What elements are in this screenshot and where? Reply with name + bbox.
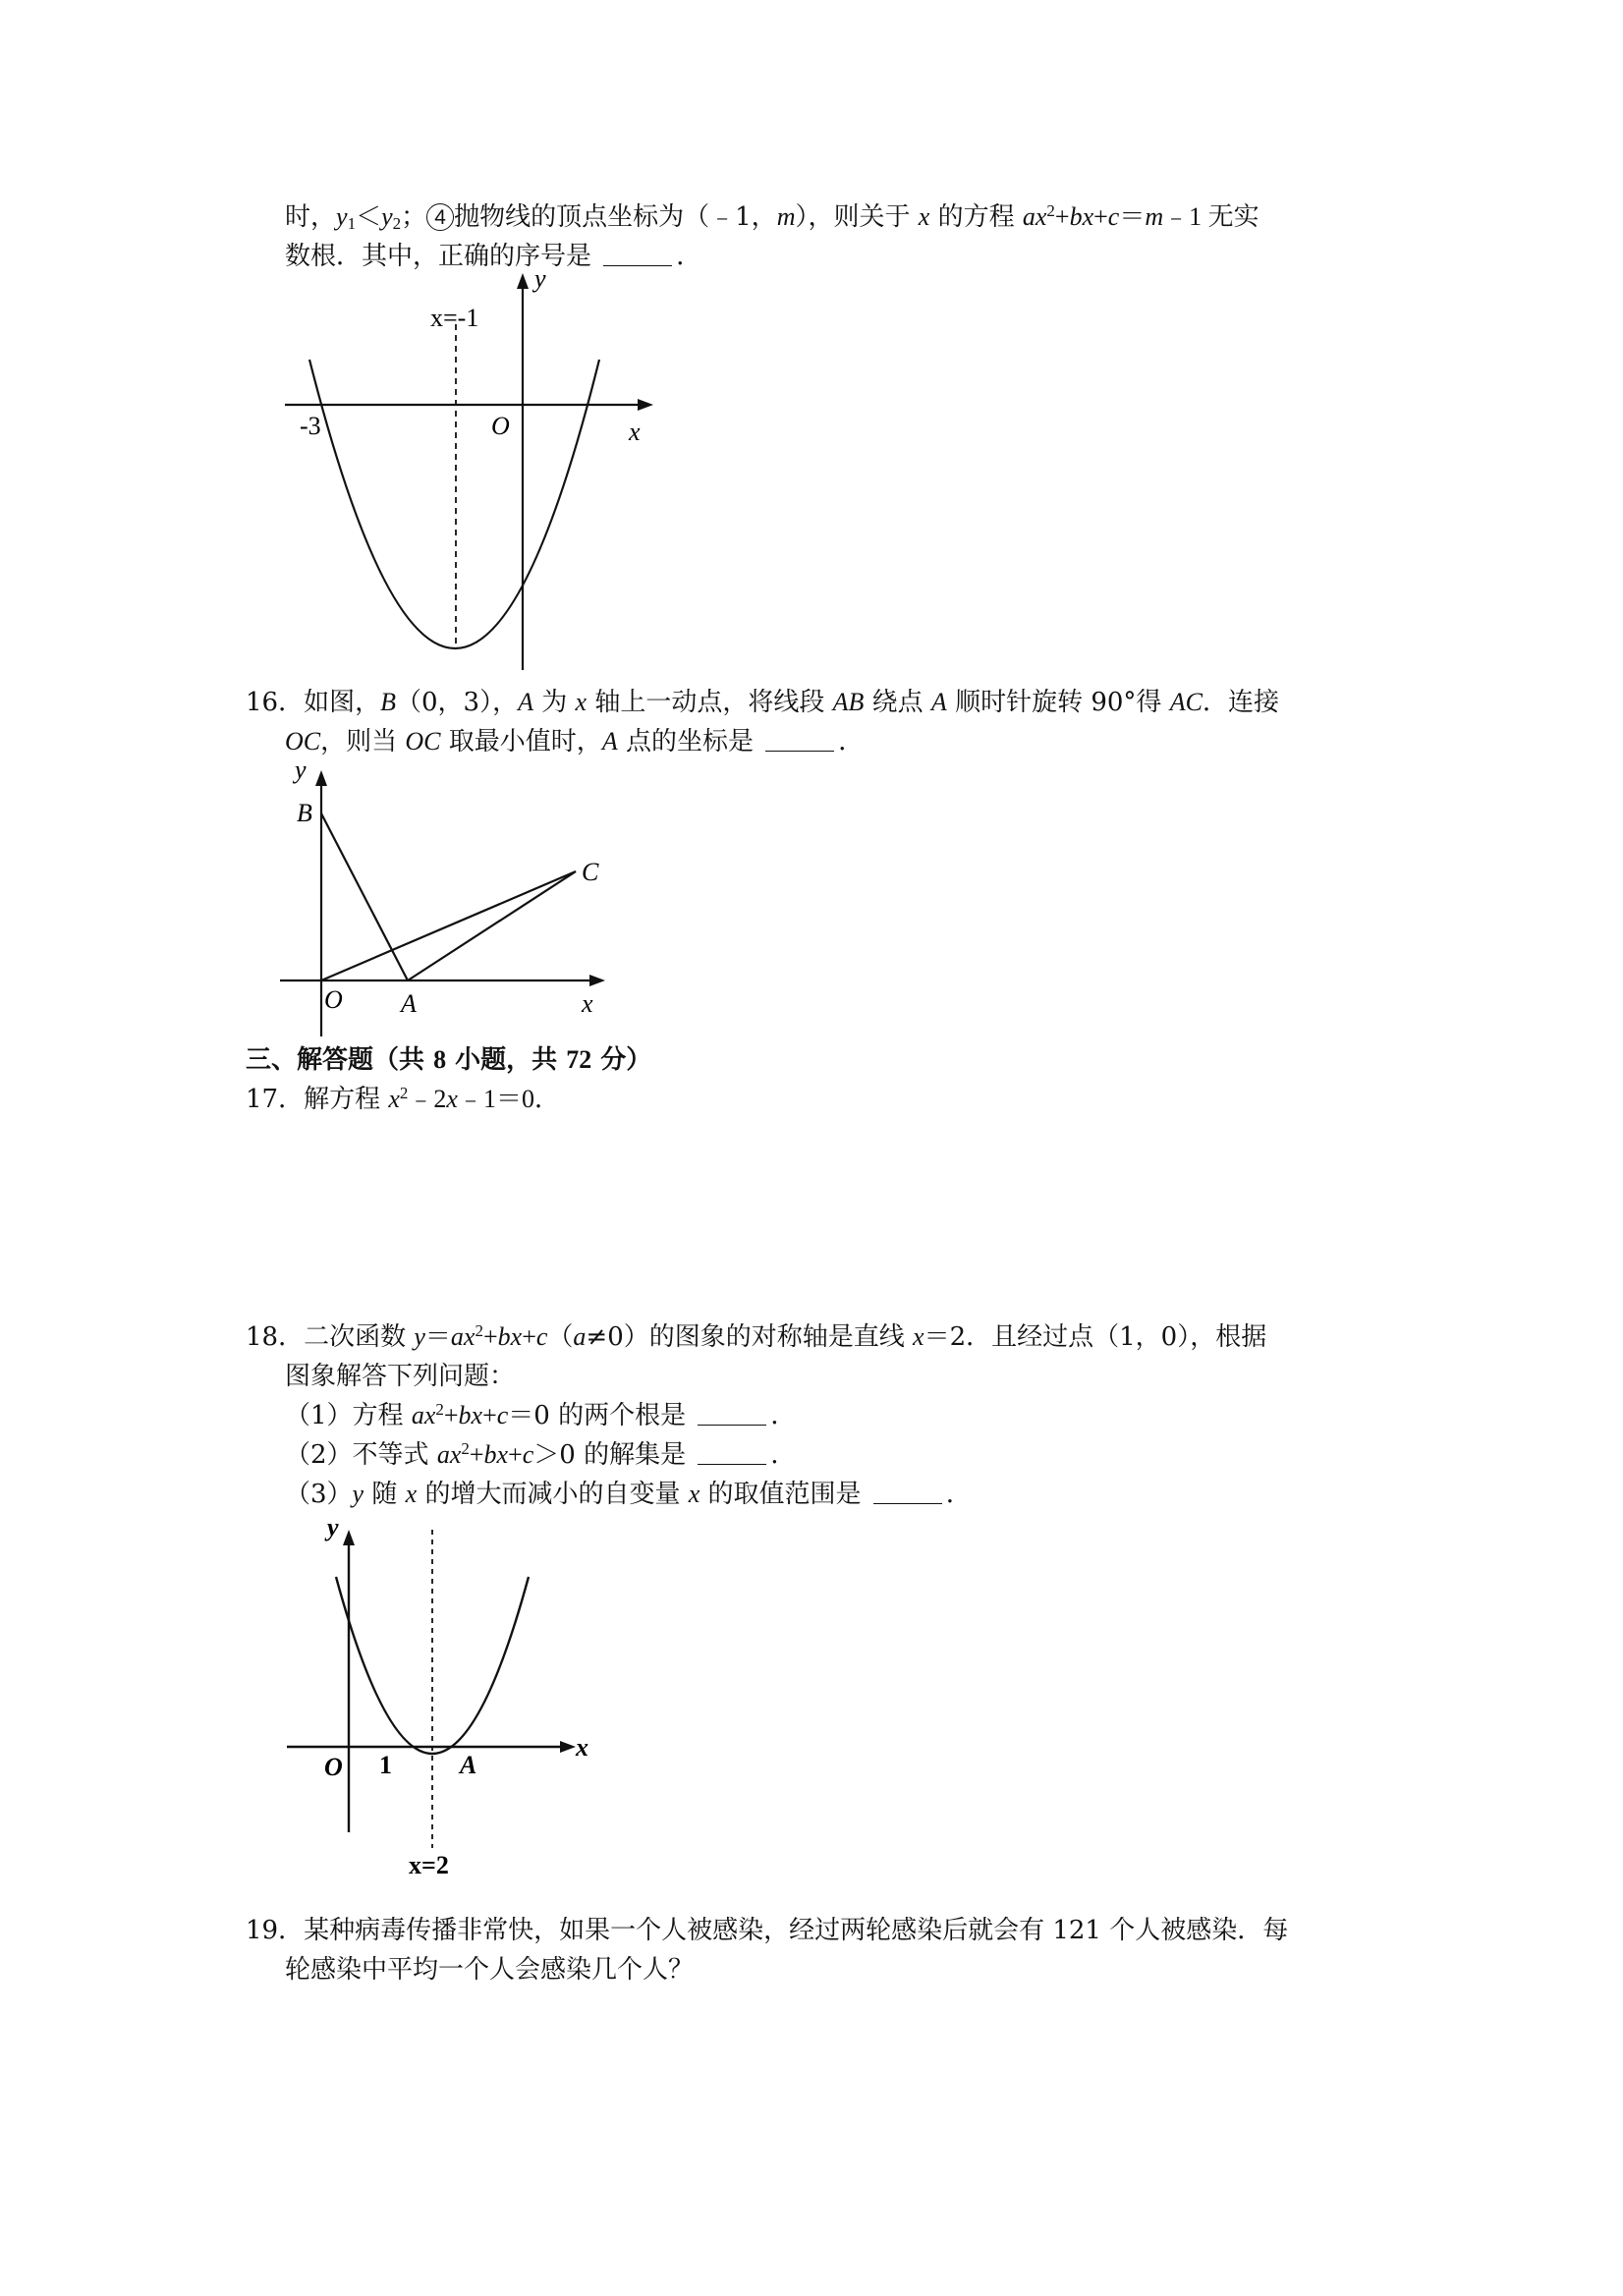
var-x: x — [405, 1480, 418, 1508]
plus: + — [1054, 202, 1070, 231]
text: ﹣1 无实 — [1163, 202, 1259, 231]
text: ． — [676, 242, 702, 271]
text: （0，3）， — [395, 688, 519, 717]
point-A-label: A — [401, 989, 417, 1018]
var-c: c — [522, 1440, 534, 1469]
var-c: c — [535, 1322, 548, 1351]
superscript: 2 — [475, 1321, 483, 1340]
q18-parabola-figure — [285, 1513, 599, 1881]
q16-line-2 — [285, 725, 864, 758]
equals: ＝ — [424, 1322, 451, 1352]
answer-blank — [873, 1482, 942, 1504]
q18-sub-1 — [285, 1399, 796, 1432]
var-x: x — [446, 1085, 458, 1113]
text: ． — [945, 1480, 972, 1509]
q15-parabola-figure — [275, 265, 668, 678]
answer-blank — [603, 244, 672, 266]
text: ． — [770, 1440, 797, 1470]
answer-blank — [765, 729, 834, 752]
answer-blank — [698, 1403, 766, 1426]
parabola-curve — [309, 360, 599, 648]
q16-line-1 — [246, 686, 1279, 719]
x-axis-label: x — [629, 418, 641, 446]
origin-label: O — [324, 1753, 343, 1781]
y-axis-arrow — [315, 770, 327, 786]
text: ＞0 的解集是 — [533, 1440, 687, 1470]
var-bx: bx — [458, 1401, 483, 1429]
text: 轴上一动点，将线段 — [594, 688, 825, 717]
text: 随 — [371, 1480, 398, 1509]
text: 取最小值时， — [448, 727, 602, 756]
point-A: A — [518, 688, 533, 716]
less-than: ＜ — [356, 202, 382, 232]
plus: + — [482, 1322, 498, 1351]
subscript: 2 — [392, 214, 402, 233]
var-y: y — [336, 202, 348, 231]
text: 17．解方程 — [246, 1085, 381, 1114]
x-axis-arrow — [560, 1741, 576, 1753]
point-C-label: C — [582, 858, 599, 886]
x-axis-arrow — [589, 975, 605, 986]
segment-OC: OC — [405, 727, 441, 756]
x-axis-arrow — [638, 399, 653, 411]
var-x: x — [918, 202, 930, 231]
text: 抛物线的顶点坐标为（﹣1， — [454, 202, 777, 232]
text: ），则关于 — [795, 202, 911, 232]
equals: ＝ — [1119, 202, 1146, 232]
text: 小题，共 — [455, 1045, 558, 1075]
q19-line-2 — [285, 1953, 694, 1987]
text: 为 — [541, 688, 568, 717]
text: （ — [547, 1322, 574, 1352]
symmetry-axis-label: x=2 — [409, 1851, 449, 1879]
y-axis-label: y — [295, 756, 307, 784]
x-tick-label: -3 — [300, 412, 321, 440]
var-x: x — [388, 1085, 400, 1113]
count: 8 — [433, 1045, 447, 1074]
superscript: 2 — [435, 1400, 444, 1419]
text: 轮感染中平均一个人会感染几个人？ — [285, 1955, 695, 1985]
var-y: y — [414, 1322, 425, 1351]
segment-OC: OC — [285, 727, 321, 756]
q16-rotation-figure — [275, 756, 629, 1041]
text: 绕点 — [871, 688, 923, 717]
q15-line-1 — [285, 200, 1259, 234]
text: （1）方程 — [285, 1401, 404, 1430]
q18-sub-3 — [285, 1478, 972, 1511]
superscript: 2 — [1046, 201, 1055, 220]
plus: + — [508, 1440, 523, 1469]
text: ＝0 的两个根是 — [508, 1401, 687, 1430]
text: ﹣1＝0． — [457, 1085, 560, 1113]
segment-AB: AB — [832, 688, 865, 716]
var-bx: bx — [497, 1322, 523, 1351]
text: 的方程 — [937, 202, 1015, 232]
subscript: 1 — [347, 214, 357, 233]
text: 图象解答下列问题： — [285, 1362, 516, 1391]
text: ． — [770, 1401, 797, 1430]
symmetry-axis-label: x=-1 — [430, 304, 479, 332]
q19-line-1 — [246, 1914, 1288, 1947]
text: 点的坐标是 — [625, 727, 754, 756]
text: ＝2．且经过点（1，0），根据 — [923, 1322, 1267, 1352]
y-axis-label: y — [327, 1513, 339, 1541]
text: （3） — [285, 1480, 353, 1509]
text: 时， — [285, 202, 337, 232]
text: 的增大而减小的自变量 — [424, 1480, 681, 1509]
q18-line-2 — [285, 1360, 515, 1393]
text: （2）不等式 — [285, 1440, 429, 1470]
text: 16．如图， — [246, 688, 381, 717]
circled-number-4: 4 — [426, 203, 454, 231]
var-x: x — [575, 688, 588, 716]
points: 72 — [566, 1045, 592, 1074]
text: ﹣2 — [408, 1085, 447, 1113]
var-a: a — [573, 1322, 587, 1351]
text: 18．二次函数 — [246, 1322, 407, 1352]
y-axis-arrow — [343, 1530, 355, 1545]
segment-AC-line — [408, 871, 576, 980]
var-y: y — [381, 202, 393, 231]
text: 19．某种病毒传播非常快，如果一个人被感染，经过两轮感染后就会有 121 个人被感染．每 — [246, 1916, 1289, 1945]
point-B-label: B — [297, 799, 312, 827]
var-m: m — [776, 202, 796, 231]
var-x: x — [688, 1480, 700, 1508]
y-axis-arrow — [517, 273, 529, 289]
point-B: B — [380, 688, 396, 716]
var-c: c — [1107, 202, 1120, 231]
answer-blank — [698, 1442, 766, 1465]
var-ax: ax — [411, 1401, 436, 1429]
var-ax: ax — [436, 1440, 462, 1469]
segment-AC: AC — [1169, 688, 1203, 716]
plus: + — [482, 1401, 497, 1429]
var-ax: ax — [450, 1322, 476, 1351]
y-axis-label: y — [534, 264, 546, 293]
segment-AB-line — [321, 813, 408, 980]
superscript: 2 — [399, 1084, 409, 1102]
superscript: 2 — [461, 1439, 470, 1458]
q18-sub-2 — [285, 1438, 796, 1472]
origin-label: O — [491, 412, 510, 440]
var-ax: ax — [1022, 202, 1047, 231]
section-3-heading — [246, 1043, 651, 1077]
x-axis-label: x — [582, 989, 593, 1018]
origin-label: O — [324, 985, 343, 1014]
var-bx: bx — [483, 1440, 509, 1469]
text: ≠0）的图象的对称轴是直线 — [586, 1322, 905, 1352]
x-axis-label: x — [576, 1733, 588, 1762]
text: 的取值范围是 — [707, 1480, 862, 1509]
text: ，则当 — [320, 727, 398, 756]
text: 数根．其中，正确的序号是 — [285, 242, 592, 271]
var-m: m — [1145, 202, 1164, 231]
plus: + — [443, 1401, 459, 1429]
text: 分） — [600, 1045, 652, 1075]
text: 顺时针旋转 90°得 — [955, 688, 1162, 717]
plus: + — [1093, 202, 1108, 231]
var-c: c — [496, 1401, 509, 1429]
point-A: A — [601, 727, 618, 756]
point-1-label: 1 — [379, 1751, 392, 1779]
text: 三、解答题（共 — [246, 1045, 425, 1075]
var-bx: bx — [1069, 202, 1094, 231]
plus: + — [469, 1440, 484, 1469]
var-y: y — [352, 1480, 364, 1508]
text: ； — [401, 202, 427, 232]
q17-line — [246, 1083, 560, 1116]
point-A-label: A — [460, 1751, 477, 1779]
q18-line-1 — [246, 1320, 1266, 1354]
plus: + — [522, 1322, 536, 1351]
var-x: x — [913, 1322, 924, 1351]
text: ． — [838, 727, 865, 756]
text: ．连接 — [1202, 688, 1279, 717]
point-A: A — [930, 688, 947, 716]
